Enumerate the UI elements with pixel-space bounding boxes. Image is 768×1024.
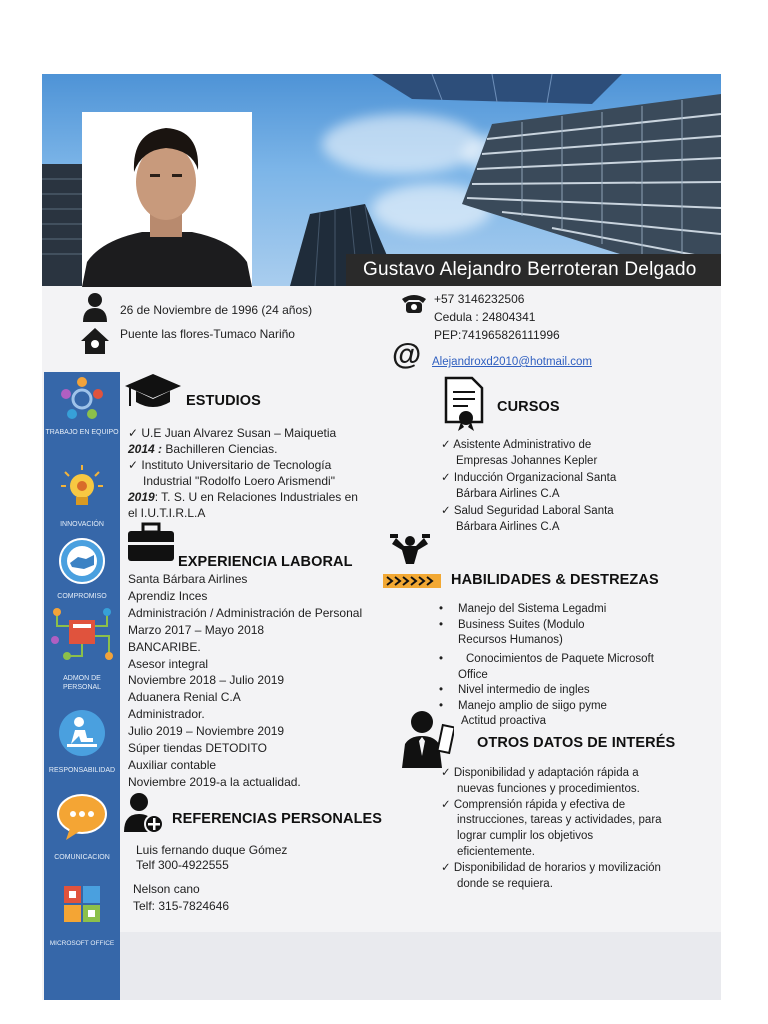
experiencia-line: Aduanera Renial C.A (128, 690, 241, 705)
experiencia-line: Santa Bárbara Airlines (128, 572, 248, 586)
otros-line: nuevas funciones y procedimientos. (457, 782, 640, 795)
estudios-line-1: ✓ U.E Juan Alvarez Susan – Maiquetia (128, 426, 337, 440)
handshake-icon (58, 537, 106, 585)
estudios-line-2 (128, 441, 277, 457)
progress-arrows-icon (383, 574, 441, 588)
experiencia-line: BANCARIBE. (128, 639, 201, 654)
address: Puente las flores-Tumaco Nariño (120, 327, 295, 341)
experiencia-line: Aprendiz Inces (128, 588, 208, 603)
sidebar-label-commitment: COMPROMISO (57, 593, 107, 600)
sidebar-item-personnel (44, 606, 120, 671)
experiencia-line: Noviembre 2018 – Julio 2019 (128, 673, 285, 688)
estudios-degree-2: : T. S. U en Relaciones Industriales en (154, 490, 358, 504)
estudios-line-6: el I.U.T.I.R.L.A (128, 506, 206, 520)
sidebar-label-personnel: ADMON DE PERSONAL (62, 675, 102, 691)
bullet-dot: • (439, 603, 444, 615)
estudios-degree-1: Bachilleren Ciencias. (162, 442, 278, 456)
ref-1-phone: Telf 300-4922555 (136, 858, 229, 872)
cursos-line-2: Empresas Johannes Kepler (456, 455, 598, 467)
cedula: Cedula : 24804341 (434, 310, 536, 324)
habilidad-line: Nivel intermedio de ingles (458, 684, 590, 696)
sidebar-item-communication (44, 792, 120, 847)
experiencia-line: Julio 2019 – Noviembre 2019 (128, 724, 285, 739)
add-person-icon (124, 792, 164, 834)
experiencia-line: Noviembre 2019-a la actualidad. (128, 774, 301, 789)
bullet-dot: • (439, 619, 444, 631)
profile-photo (82, 112, 252, 287)
estudios-year-2014: 2014 : (128, 442, 163, 456)
ref-2-phone: Telf: 315-7824646 (133, 899, 230, 913)
sidebar-label-office: MICROSOFT OFFICE (49, 940, 115, 947)
graduation-cap-icon (124, 372, 182, 416)
sidebar-item-teamwork (44, 374, 120, 429)
sidebar-item-innovation (44, 464, 120, 515)
personnel-icon (47, 606, 117, 666)
desk-person-icon (57, 708, 107, 758)
habilidad-line: Office (458, 669, 488, 681)
cursos-line-3: ✓ Inducción Organizacional Santa (441, 472, 617, 484)
email-link[interactable]: Alejandroxd2010@hotmail.com (432, 356, 592, 368)
otros-line: eficientemente. (457, 846, 535, 858)
referencias-heading: REFERENCIAS PERSONALES (172, 811, 383, 827)
bullet-dot: • (439, 653, 444, 665)
sidebar-label-innovation: INNOVACIÓN (60, 521, 104, 528)
otros-line: ✓ Comprensión rápida y efectiva de (441, 798, 626, 811)
bullet-dot: • (439, 684, 444, 696)
sidebar-item-commitment (44, 537, 120, 590)
otros-line: lograr cumplir los objetivos (457, 830, 594, 843)
name-banner: Gustavo Alejandro Berroteran Delgado (346, 254, 721, 286)
email-at-icon: @ (392, 338, 422, 371)
otros-line: ✓ Disponibilidad de horarios y movilización (441, 861, 661, 874)
estudios-line-5 (128, 489, 358, 505)
phone-number: +57 3146232506 (434, 292, 525, 306)
cursos-line-1: ✓ Asistente Administrativo de (441, 439, 592, 451)
office-icon (60, 882, 104, 926)
estudios-heading: ESTUDIOS (186, 393, 261, 409)
person-icon (82, 292, 108, 322)
bullet-dot: • (439, 700, 444, 712)
estudios-line-3: ✓ Instituto Universitario de Tecnología (128, 458, 332, 472)
estudios-year-2019: 2019 (128, 490, 155, 504)
habilidad-line: Manejo amplio de siigo pyme (458, 700, 607, 712)
briefcase-icon (126, 522, 176, 564)
habilidad-line: Manejo del Sistema Legadmi (458, 603, 607, 615)
habilidad-line: Recursos Humanos) (458, 634, 563, 646)
experiencia-line: Auxiliar contable (128, 757, 217, 772)
habilidad-line: Conocimientos de Paquete Microsoft (466, 653, 654, 665)
phone-icon (400, 292, 428, 314)
sidebar-item-responsibility (44, 708, 120, 763)
certificate-icon (444, 376, 484, 432)
footer-band (120, 932, 721, 1000)
otros-line: ✓ Disponibilidad y adaptación rápida a (441, 767, 639, 779)
experiencia-heading: EXPERIENCIA LABORAL (178, 554, 353, 570)
sidebar-item-office (44, 882, 120, 931)
ref-2-name: Nelson cano (133, 882, 200, 896)
pep: PEP:741965826111996 (434, 328, 560, 342)
estudios-line-4: Industrial "Rodolfo Loero Arismendi" (143, 474, 335, 488)
sidebar-label-teamwork: TRABAJO EN EQUIPO (45, 429, 119, 436)
sidebar-label-communication: COMUNICACION (54, 854, 110, 861)
home-icon (80, 326, 110, 356)
experiencia-line: Marzo 2017 – Mayo 2018 (128, 622, 265, 637)
otros-line: instrucciones, tareas y actividades, para (457, 814, 662, 827)
lightbulb-icon (60, 464, 104, 510)
cursos-heading: CURSOS (497, 399, 560, 415)
sidebar-label-responsibility: RESPONSABILIDAD (48, 767, 116, 774)
cursos-line-6: Bárbara Airlines C.A (456, 521, 560, 533)
building-left (42, 164, 82, 286)
habilidad-line: Business Suites (Modulo (458, 619, 585, 631)
habilidad-line: Actitud proactiva (461, 715, 547, 727)
cursos-line-5: ✓ Salud Seguridad Laboral Santa (441, 505, 614, 517)
habilidades-heading: HABILIDADES & DESTREZAS (451, 572, 659, 588)
strength-person-icon (386, 532, 434, 572)
ref-1-name: Luis fernando duque Gómez (136, 843, 288, 857)
birth-date: 26 de Noviembre de 1996 (24 años) (120, 303, 313, 317)
otros-line: donde se requiera. (457, 877, 553, 890)
teamwork-icon (57, 374, 107, 424)
experiencia-line: Administración / Administración de Personal (128, 605, 363, 620)
otros-heading: OTROS DATOS DE INTERÉS (477, 735, 676, 751)
experiencia-line: Administrador. (128, 707, 205, 722)
experiencia-line: Súper tiendas DETODITO (128, 741, 267, 755)
businessman-icon (402, 710, 454, 768)
cursos-line-4: Bárbara Airlines C.A (456, 488, 560, 500)
experiencia-line: Asesor integral (128, 656, 209, 671)
skills-sidebar (44, 372, 120, 1000)
chat-bubble-icon (56, 792, 108, 842)
